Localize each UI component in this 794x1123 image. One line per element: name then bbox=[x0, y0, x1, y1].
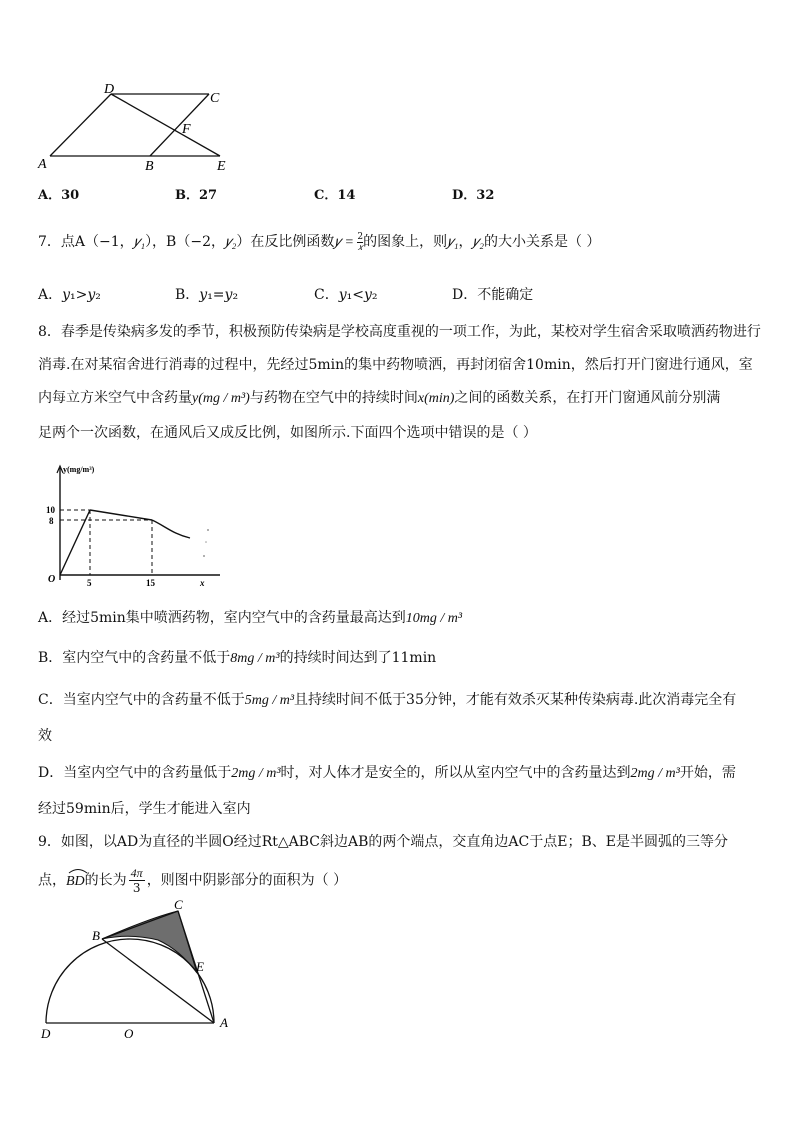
label-o: O bbox=[124, 1026, 134, 1041]
q7-var-y2: 𝑦₂ bbox=[225, 235, 237, 250]
q7-sep: ， bbox=[458, 234, 473, 250]
segment-bc bbox=[150, 94, 209, 156]
q7-var-y1b: 𝑦₁ bbox=[447, 235, 459, 250]
scan-speck bbox=[205, 541, 207, 543]
q7-var-y2b: 𝑦₂ bbox=[472, 235, 484, 250]
q8-option-d-value: 2mg / m³ bbox=[231, 766, 281, 781]
x-tick-5: 5 bbox=[87, 578, 92, 588]
q8-option-d-value-2: 2mg / m³ bbox=[630, 766, 680, 781]
q7-frac-num: 2 bbox=[357, 231, 364, 242]
label-c: C bbox=[174, 898, 183, 912]
label-a: A bbox=[220, 1015, 228, 1030]
q9-frac-num: 4π bbox=[130, 866, 143, 880]
segment-ab bbox=[102, 939, 214, 1023]
q9-arc-bd: BD bbox=[66, 873, 85, 889]
q7-option-b: B．𝑦₁=𝑦₂ bbox=[175, 287, 239, 303]
q7-text-2: ），B（−2， bbox=[145, 234, 225, 250]
q8-option-b-text: B．室内空气中的含药量不低于 bbox=[38, 650, 231, 666]
label-b: B bbox=[92, 928, 100, 943]
label-e: E bbox=[217, 159, 226, 174]
q8-option-b-tail: 的持续时间达到了11min bbox=[279, 650, 437, 666]
q6-option-a: A．30 bbox=[38, 188, 80, 203]
q9-fraction bbox=[129, 866, 145, 895]
q8-line-2: 消毒.在对某宿舍进行消毒的过程中，先经过5min的集中药物喷洒，再封闭宿舍10min，然后打开门窗进行通风，室 bbox=[38, 357, 753, 373]
q8-line-3-c: 之间的函数关系，在打开门窗通风前分别满 bbox=[454, 390, 721, 406]
parallelogram-figure bbox=[30, 82, 250, 177]
q8-option-c-tail: 且持续时间不低于35分钟，才能有效杀灭某种传染病毒.此次消毒完全有 bbox=[294, 692, 737, 708]
q7-text-3: ）在反比例函数 bbox=[236, 234, 335, 250]
origin-label: O bbox=[48, 574, 56, 585]
segment-da bbox=[50, 94, 111, 156]
q7-func: 𝑦 = bbox=[334, 235, 358, 250]
q6-option-b: B．27 bbox=[175, 188, 218, 203]
q8-function-graph bbox=[40, 460, 225, 595]
q7-text-5: 的大小关系是（ ） bbox=[483, 234, 601, 250]
label-d: D bbox=[104, 82, 115, 97]
scan-speck bbox=[207, 529, 209, 531]
label-f: F bbox=[182, 122, 191, 137]
segment-de bbox=[111, 94, 220, 156]
q7-option-c: C．𝑦₁<𝑦₂ bbox=[314, 287, 378, 303]
label-a: A bbox=[38, 157, 47, 172]
q8-option-a-value: 10mg / m³ bbox=[405, 611, 463, 626]
q8-option-b-value: 8mg / m³ bbox=[230, 651, 280, 666]
q7-option-d: D．不能确定 bbox=[452, 287, 534, 303]
q7-option-a: A．𝑦₁>𝑦₂ bbox=[38, 287, 101, 303]
y-axis-label: y(mg/m³) bbox=[63, 465, 95, 474]
q8-line-3 bbox=[38, 388, 720, 409]
q8-option-c bbox=[38, 690, 736, 711]
q6-option-d: D．32 bbox=[452, 188, 495, 203]
y-tick-8: 8 bbox=[49, 516, 54, 526]
x-axis-label: x bbox=[200, 578, 205, 588]
decline-segment bbox=[90, 510, 152, 520]
q7-text-4: 的图象上，则 bbox=[363, 234, 448, 250]
semicircle-figure bbox=[30, 898, 270, 1043]
shaded-region bbox=[102, 911, 197, 973]
x-tick-15: 15 bbox=[146, 578, 155, 588]
q6-option-c: C．14 bbox=[314, 188, 356, 203]
q8-option-d bbox=[38, 763, 736, 784]
label-d: D bbox=[41, 1026, 51, 1041]
q7-var-y1: 𝑦₁ bbox=[133, 235, 146, 250]
q9-frac-den: 3 bbox=[132, 881, 141, 895]
label-e: E bbox=[196, 959, 204, 974]
q9-line-2-b: 的长为 bbox=[84, 872, 127, 889]
label-c: C bbox=[210, 91, 220, 106]
q8-option-c-value: 5mg / m³ bbox=[244, 693, 295, 708]
q7-stem bbox=[38, 232, 600, 253]
arc-mark-icon bbox=[67, 866, 89, 874]
q8-option-d-tail: 开始，需 bbox=[679, 765, 736, 781]
q8-option-d-text: D．当室内空气中的含药量低于 bbox=[38, 765, 232, 781]
q9-line-2-c: ，则图中阴影部分的面积为（ ） bbox=[146, 872, 348, 889]
q7-frac-den: 𝑥 bbox=[357, 241, 363, 252]
q8-line-1: 8．春季是传染病多发的季节，积极预防传染病是学校高度重视的一项工作，为此，某校对学生宿舍采取喷洒药物进行 bbox=[38, 324, 761, 340]
inverse-curve bbox=[152, 520, 190, 538]
q8-option-d-mid: 时，对人体才是安全的，所以从室内空气中的含药量达到 bbox=[280, 765, 631, 781]
q8-option-a bbox=[38, 608, 462, 629]
q9-line-2-a: 点， bbox=[38, 872, 66, 889]
q9-line-1: 9．如图，以AD为直径的半圆O经过Rt△ABC斜边AB的两个端点，交直角边AC于点E；B、E是半圆弧的三等分 bbox=[38, 834, 728, 850]
q8-line-3-b: 与药物在空气中的持续时间 bbox=[249, 390, 418, 406]
q8-x-unit: x(min) bbox=[417, 391, 455, 406]
q7-text-1: 7．点A（−1， bbox=[38, 234, 134, 250]
scan-speck bbox=[203, 555, 205, 557]
q8-option-a-text: A．经过5min集中喷洒药物，室内空气中的含药量最高达到 bbox=[38, 610, 406, 626]
q8-line-4: 足两个一次函数，在通风后又成反比例，如图所示.下面四个选项中错误的是（ ） bbox=[38, 425, 537, 441]
q8-option-b bbox=[38, 648, 436, 669]
q8-option-c-text: C．当室内空气中的含药量不低于 bbox=[38, 692, 245, 708]
q8-line-3-a: 内每立方米空气中含药量 bbox=[38, 390, 192, 406]
q8-option-c-wrap: 效 bbox=[38, 728, 52, 744]
q8-option-d-wrap: 经过59min后，学生才能进入室内 bbox=[38, 801, 251, 817]
y-tick-10: 10 bbox=[46, 505, 55, 515]
label-b: B bbox=[145, 159, 154, 174]
q8-y-unit: y(mg / m³) bbox=[192, 391, 250, 406]
